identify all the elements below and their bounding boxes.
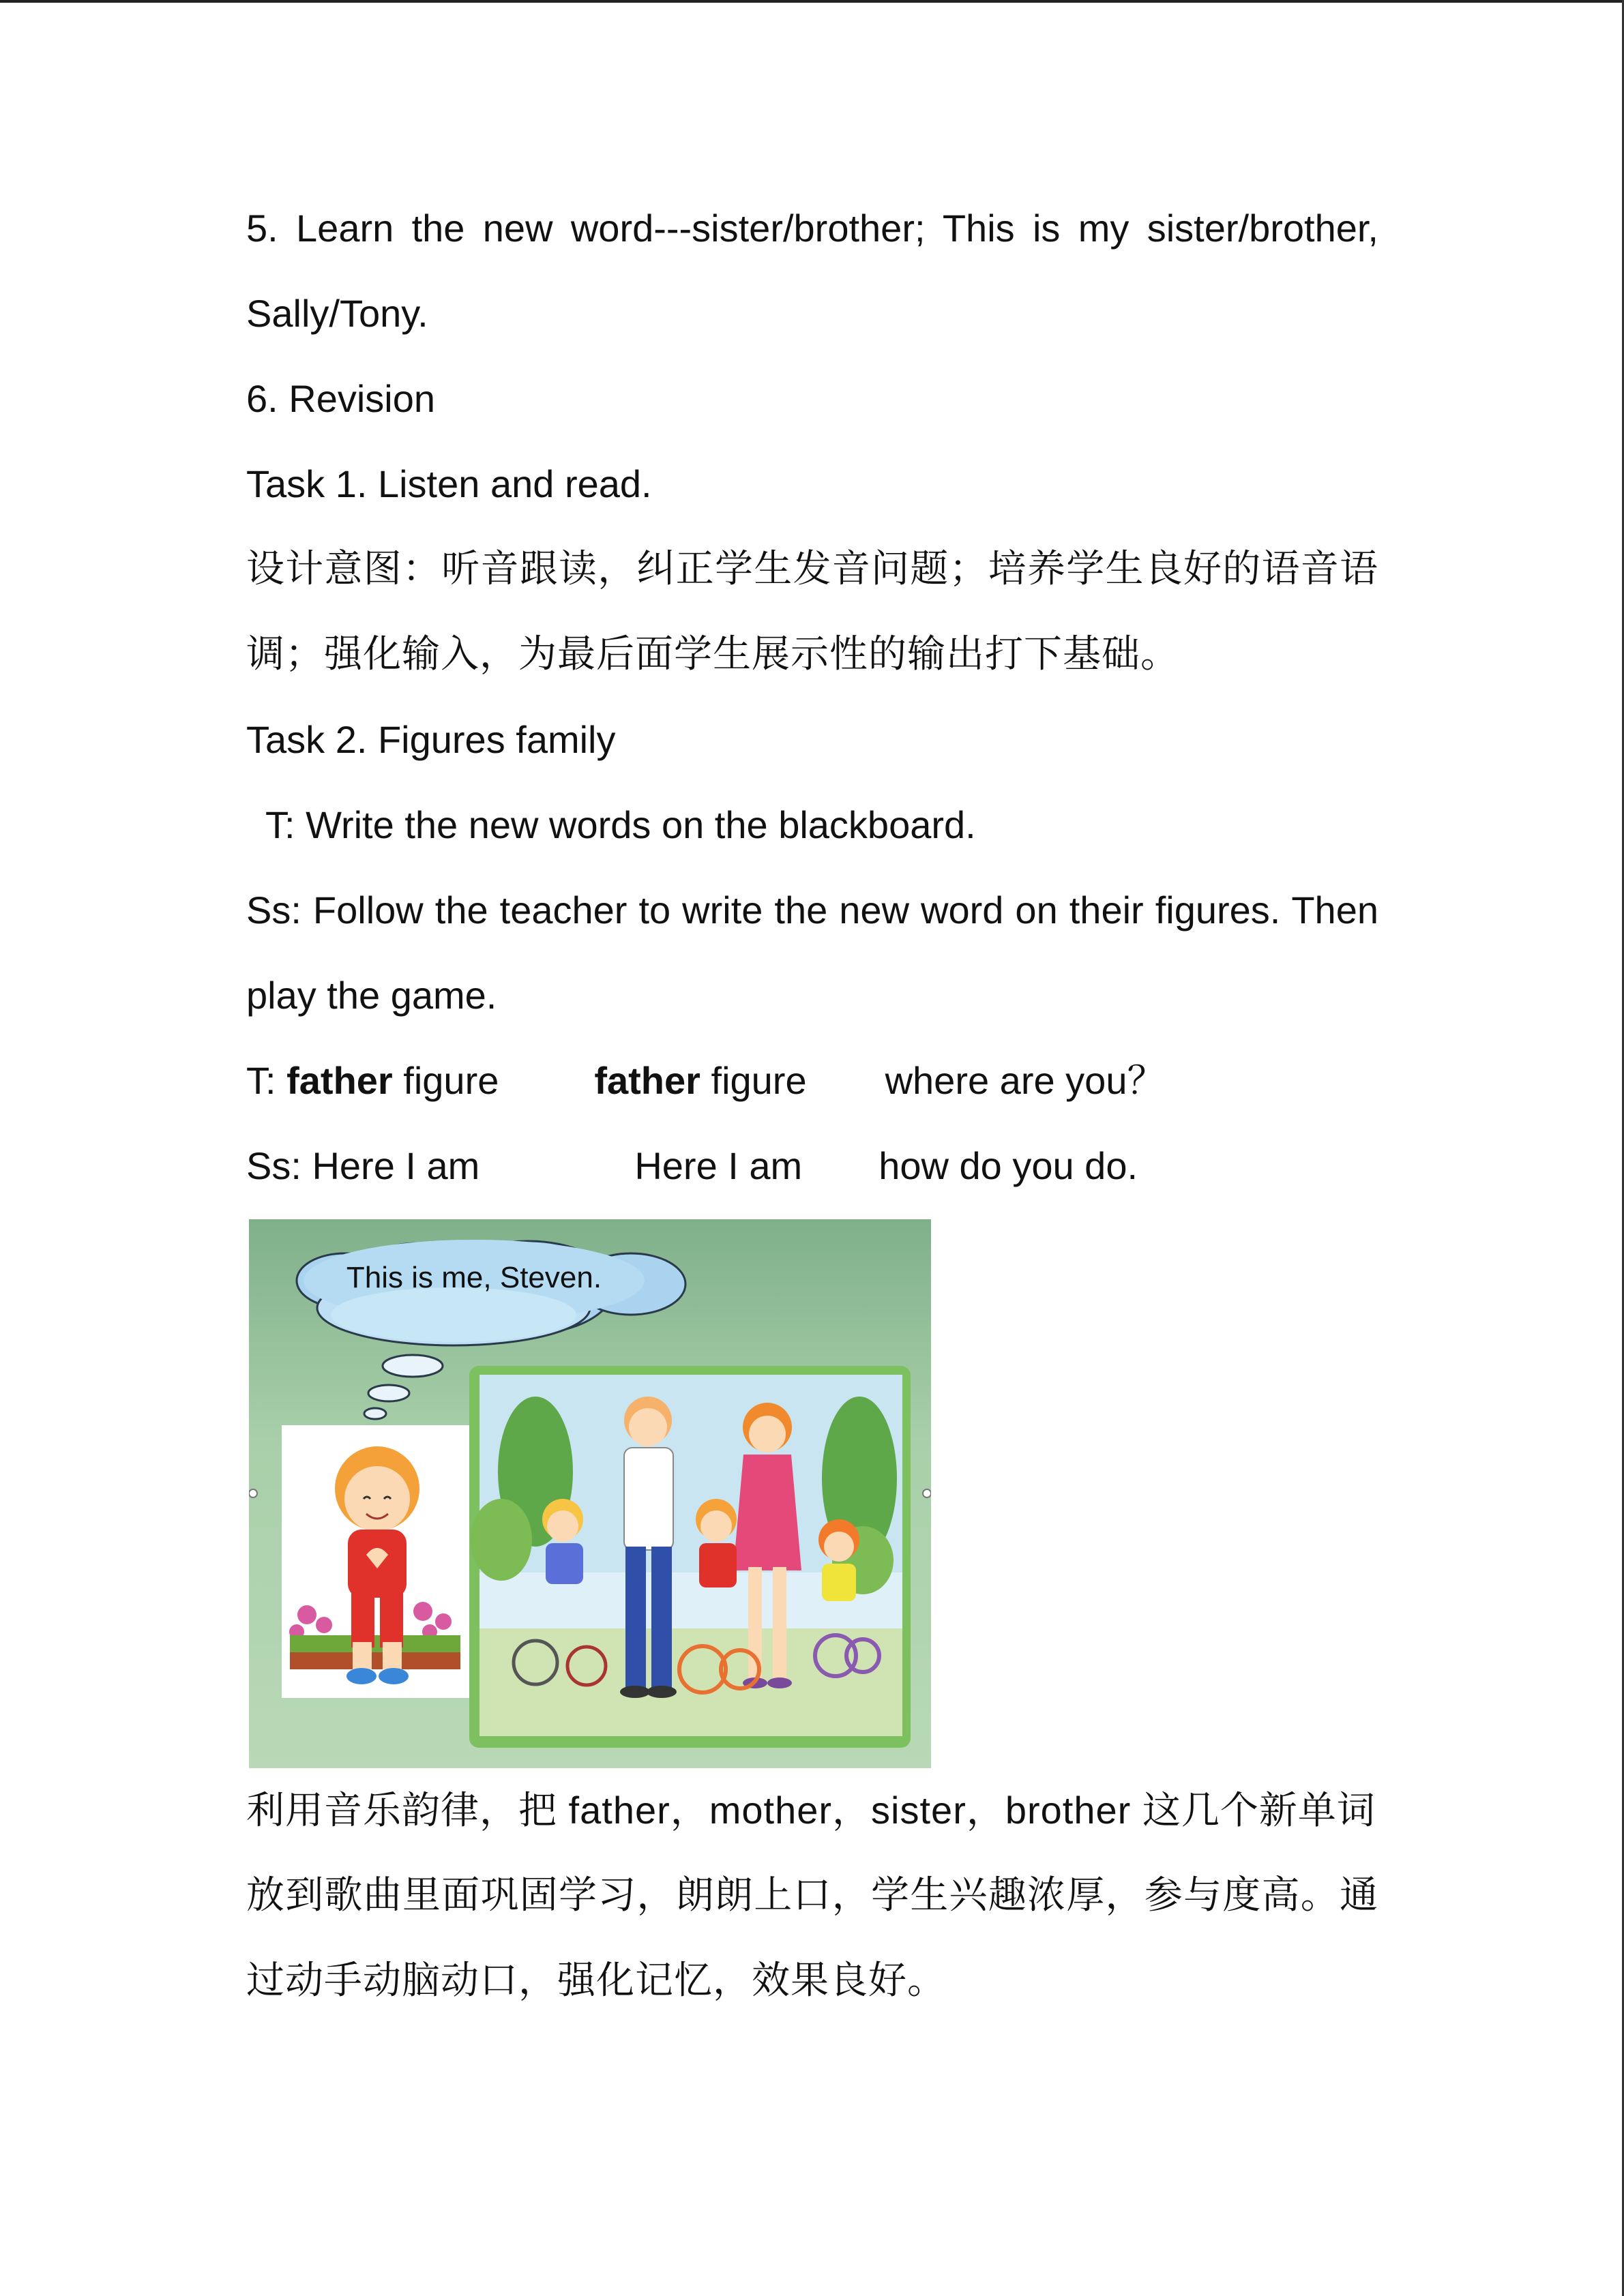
closing-line1-a: 利用音乐韵律，把 — [246, 1789, 557, 1833]
chant-t-text2: figure — [700, 1059, 807, 1102]
task1-heading: Task 1. Listen and read. — [246, 462, 652, 505]
paragraph-line-step5-cont: Sally/Tony. — [246, 292, 428, 335]
chant-ss-text2: Here I am — [634, 1144, 803, 1187]
bubble-text: This is me, Steven. — [346, 1261, 602, 1294]
student-instruction-line1: Ss: Follow the teacher to write the new word on their figures. Then — [246, 889, 1378, 931]
design-intent-line2: 调；强化输入，为最后面学生展示性的输出打下基础。 — [246, 632, 1179, 676]
student-instruction-line2: play the game. — [246, 974, 497, 1017]
teacher-instruction: T: Write the new words on the blackboard. — [265, 803, 976, 846]
chant-t-text3: where are you？ — [885, 1059, 1166, 1102]
task2-heading: Task 2. Figures family — [246, 718, 616, 761]
closing-line1 — [246, 1787, 1376, 1834]
steven-panel — [282, 1425, 473, 1698]
chant-t-word2: father — [594, 1059, 700, 1102]
chant-t-prefix: T: — [246, 1059, 287, 1102]
chant-t-text1: figure — [392, 1059, 499, 1102]
chant-teacher-line — [246, 1057, 1165, 1105]
closing-line1-c: 这几个新单词 — [1142, 1789, 1376, 1833]
design-intent-line1: 设计意图：听音跟读，纠正学生发音问题；培养学生良好的语音语 — [246, 547, 1378, 591]
family-panel — [469, 1366, 911, 1748]
chant-ss-prefix: Ss: Here I am — [246, 1144, 480, 1187]
chant-students-line — [246, 1142, 1138, 1190]
section-heading-revision: 6. Revision — [246, 377, 436, 420]
chant-t-word1: father — [286, 1059, 393, 1102]
paragraph-line-step5: 5. Learn the new word---sister/brother; This is my sister/brother, — [246, 207, 1378, 250]
page-top-border — [0, 0, 1624, 3]
family-illustration-svg — [249, 1219, 931, 1768]
family-illustration — [249, 1219, 931, 1768]
closing-line1-words: father，mother，sister，brother — [557, 1789, 1142, 1832]
resize-handle-right[interactable] — [922, 1489, 931, 1498]
closing-line2: 放到歌曲里面巩固学习，朗朗上口，学生兴趣浓厚，参与度高。通 — [246, 1873, 1378, 1918]
closing-line3: 过动手动脑动口，强化记忆，效果良好。 — [246, 1958, 946, 2003]
chant-ss-text3: how do you do. — [879, 1144, 1138, 1187]
